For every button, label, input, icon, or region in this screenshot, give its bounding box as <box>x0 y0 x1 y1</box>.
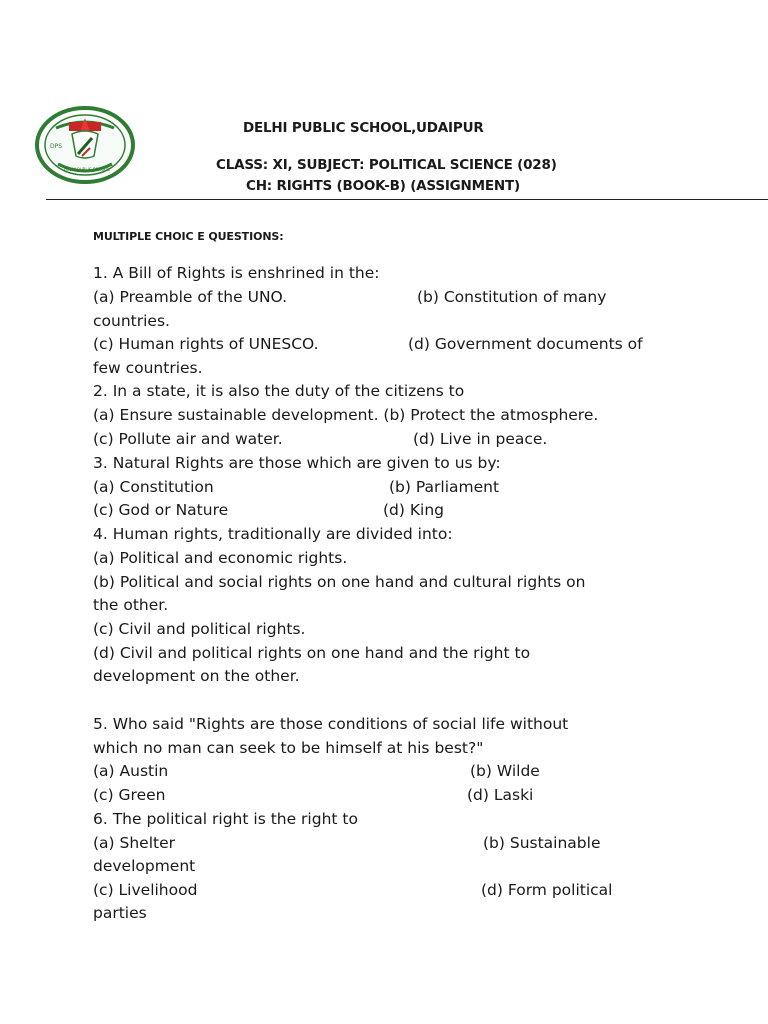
question-3: 3. Natural Rights are those which are given to us by: <box>93 454 501 472</box>
chapter-title: CH: RIGHTS (BOOK-B) (ASSIGNMENT) <box>246 178 520 194</box>
school-name: DELHI PUBLIC SCHOOL,UDAIPUR <box>243 120 484 136</box>
option-4b-cont: the other. <box>93 596 169 614</box>
option-4c: (c) Civil and political rights. <box>93 620 306 638</box>
question-2: 2. In a state, it is also the duty of the citizens to <box>93 382 465 400</box>
option-6d-cont: parties <box>93 904 147 922</box>
option-3c: (c) God or Nature <box>93 501 229 519</box>
option-1a: (a) Preamble of the UNO. <box>93 288 288 306</box>
option-1c: (c) Human rights of UNESCO. <box>93 335 319 353</box>
option-1d-cont: few countries. <box>93 359 203 377</box>
svg-text:DPS: DPS <box>50 143 63 150</box>
svg-text:DELHI PUBLIC SCHOOL: DELHI PUBLIC SCHOOL <box>64 167 110 172</box>
question-6: 6. The political right is the right to <box>93 810 358 828</box>
option-6d: (d) Form political <box>481 881 613 899</box>
option-3a: (a) Constitution <box>93 478 214 496</box>
question-4: 4. Human rights, traditionally are divided into: <box>93 525 453 543</box>
question-5-cont: which no man can seek to be himself at his best?" <box>93 739 484 757</box>
option-5d: (d) Laski <box>467 786 534 804</box>
option-1b-cont: countries. <box>93 312 170 330</box>
option-2ab: (a) Ensure sustainable development. (b) Protect the atmosphere. <box>93 406 599 424</box>
option-5b: (b) Wilde <box>470 762 540 780</box>
section-title: MULTIPLE CHOIC E QUESTIONS: <box>93 230 284 243</box>
option-4d: (d) Civil and political rights on one hand and the right to <box>93 644 531 662</box>
question-5: 5. Who said "Rights are those conditions of social life without <box>93 715 569 733</box>
header-divider <box>46 199 768 200</box>
option-1b: (b) Constitution of many <box>417 288 607 306</box>
option-3d: (d) King <box>383 501 444 519</box>
option-2d: (d) Live in peace. <box>413 430 548 448</box>
option-5a: (a) Austin <box>93 762 169 780</box>
option-4b: (b) Political and social rights on one hand and cultural rights on <box>93 573 586 591</box>
option-3b: (b) Parliament <box>389 478 500 496</box>
class-subject: CLASS: XI, SUBJECT: POLITICAL SCIENCE (028) <box>216 157 557 173</box>
school-logo <box>34 104 136 186</box>
option-6b-cont: development <box>93 857 196 875</box>
option-2c: (c) Pollute air and water. <box>93 430 283 448</box>
question-1: 1. A Bill of Rights is enshrined in the: <box>93 264 380 282</box>
option-1d: (d) Government documents of <box>408 335 643 353</box>
option-6b: (b) Sustainable <box>483 834 601 852</box>
option-5c: (c) Green <box>93 786 166 804</box>
option-4d-cont: development on the other. <box>93 667 300 685</box>
option-6a: (a) Shelter <box>93 834 176 852</box>
option-4a: (a) Political and economic rights. <box>93 549 348 567</box>
option-6c: (c) Livelihood <box>93 881 198 899</box>
